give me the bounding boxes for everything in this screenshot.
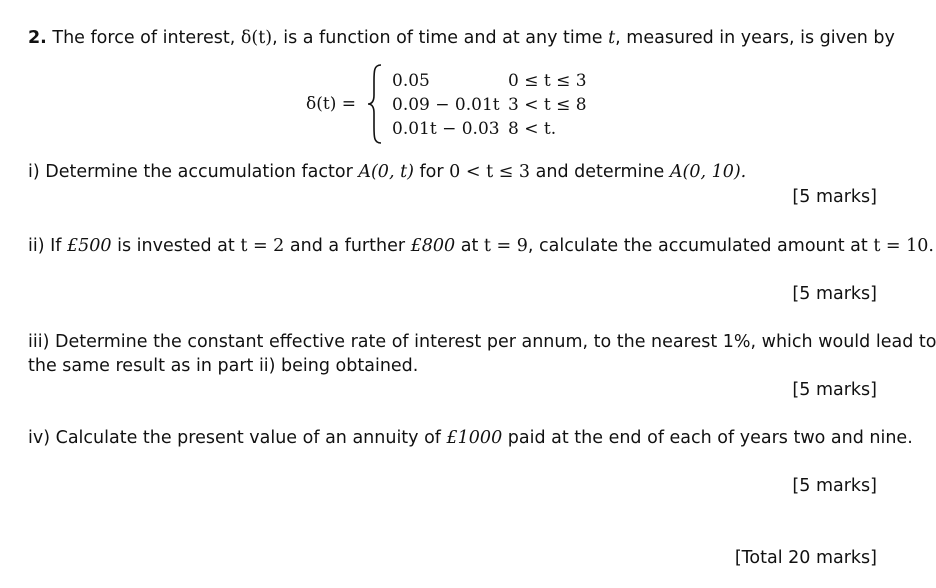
part-ii-seg-c: is invested at <box>117 236 235 256</box>
part-i-seg-b: A(0, t) <box>358 162 414 182</box>
part-iii-line2: the same result as in part ii) being obtained. <box>28 356 419 376</box>
part-ii-seg-a: ii) If <box>28 236 62 256</box>
part-ii-seg-e: and a further <box>289 236 406 256</box>
part-iii-marks: [5 marks] <box>792 380 877 400</box>
case-expr-2: 0.09 − 0.01t <box>392 95 500 115</box>
case-cond-2: 3 < t ≤ 8 <box>508 95 587 115</box>
part-ii-seg-d: t = 2 <box>240 236 285 256</box>
left-brace-icon <box>366 63 384 145</box>
part-iv-seg-b: £1000 <box>446 428 503 448</box>
intro-delta: δ(t) <box>240 28 273 48</box>
part-ii-text <box>28 238 934 256</box>
part-ii-marks: [5 marks] <box>792 284 877 304</box>
intro-text-c: , is a function of time and at any time <box>272 28 603 48</box>
part-iv-seg-c: paid at the end of each of years two and nine. <box>507 428 913 448</box>
part-iii-line1: iii) Determine the constant effective rate of interest per annum, to the nearest 1%, which would lead to <box>28 332 936 352</box>
case-expr-3: 0.01t − 0.03 <box>392 119 500 139</box>
part-i-marks: [5 marks] <box>792 187 877 207</box>
part-iv-marks: [5 marks] <box>792 476 877 496</box>
part-ii-seg-b: £500 <box>67 236 112 256</box>
part-ii-seg-f: £800 <box>410 236 456 256</box>
case-cond-3: 8 < t. <box>508 119 557 139</box>
part-i-seg-f: A(0, 10). <box>669 162 747 182</box>
intro-t: t <box>608 28 616 48</box>
question-number: 2. <box>28 28 47 48</box>
part-i-seg-c: for <box>419 162 444 182</box>
part-iv-seg-a: iv) Calculate the present value of an annuity of <box>28 428 441 448</box>
question-intro <box>28 30 895 48</box>
part-i-seg-e: and determine <box>535 162 665 182</box>
total-marks: [Total 20 marks] <box>734 548 877 568</box>
case-cond-1: 0 ≤ t ≤ 3 <box>508 71 587 91</box>
part-ii-seg-g: at <box>460 236 479 256</box>
part-i-seg-a: i) Determine the accumulation factor <box>28 162 353 182</box>
part-ii-seg-i: , calculate the accumulated amount at <box>527 236 868 256</box>
equation-lhs: δ(t) = <box>306 94 356 114</box>
part-iv-text <box>28 430 913 448</box>
part-ii-seg-j: t = 10. <box>873 236 934 256</box>
case-expr-1: 0.05 <box>392 71 430 91</box>
intro-text-a: The force of interest, <box>52 28 236 48</box>
part-ii-seg-h: t = 9 <box>483 236 528 256</box>
part-i-text <box>28 164 746 182</box>
intro-text-e: , measured in years, is given by <box>615 28 895 48</box>
part-i-seg-d: 0 < t ≤ 3 <box>449 162 531 182</box>
